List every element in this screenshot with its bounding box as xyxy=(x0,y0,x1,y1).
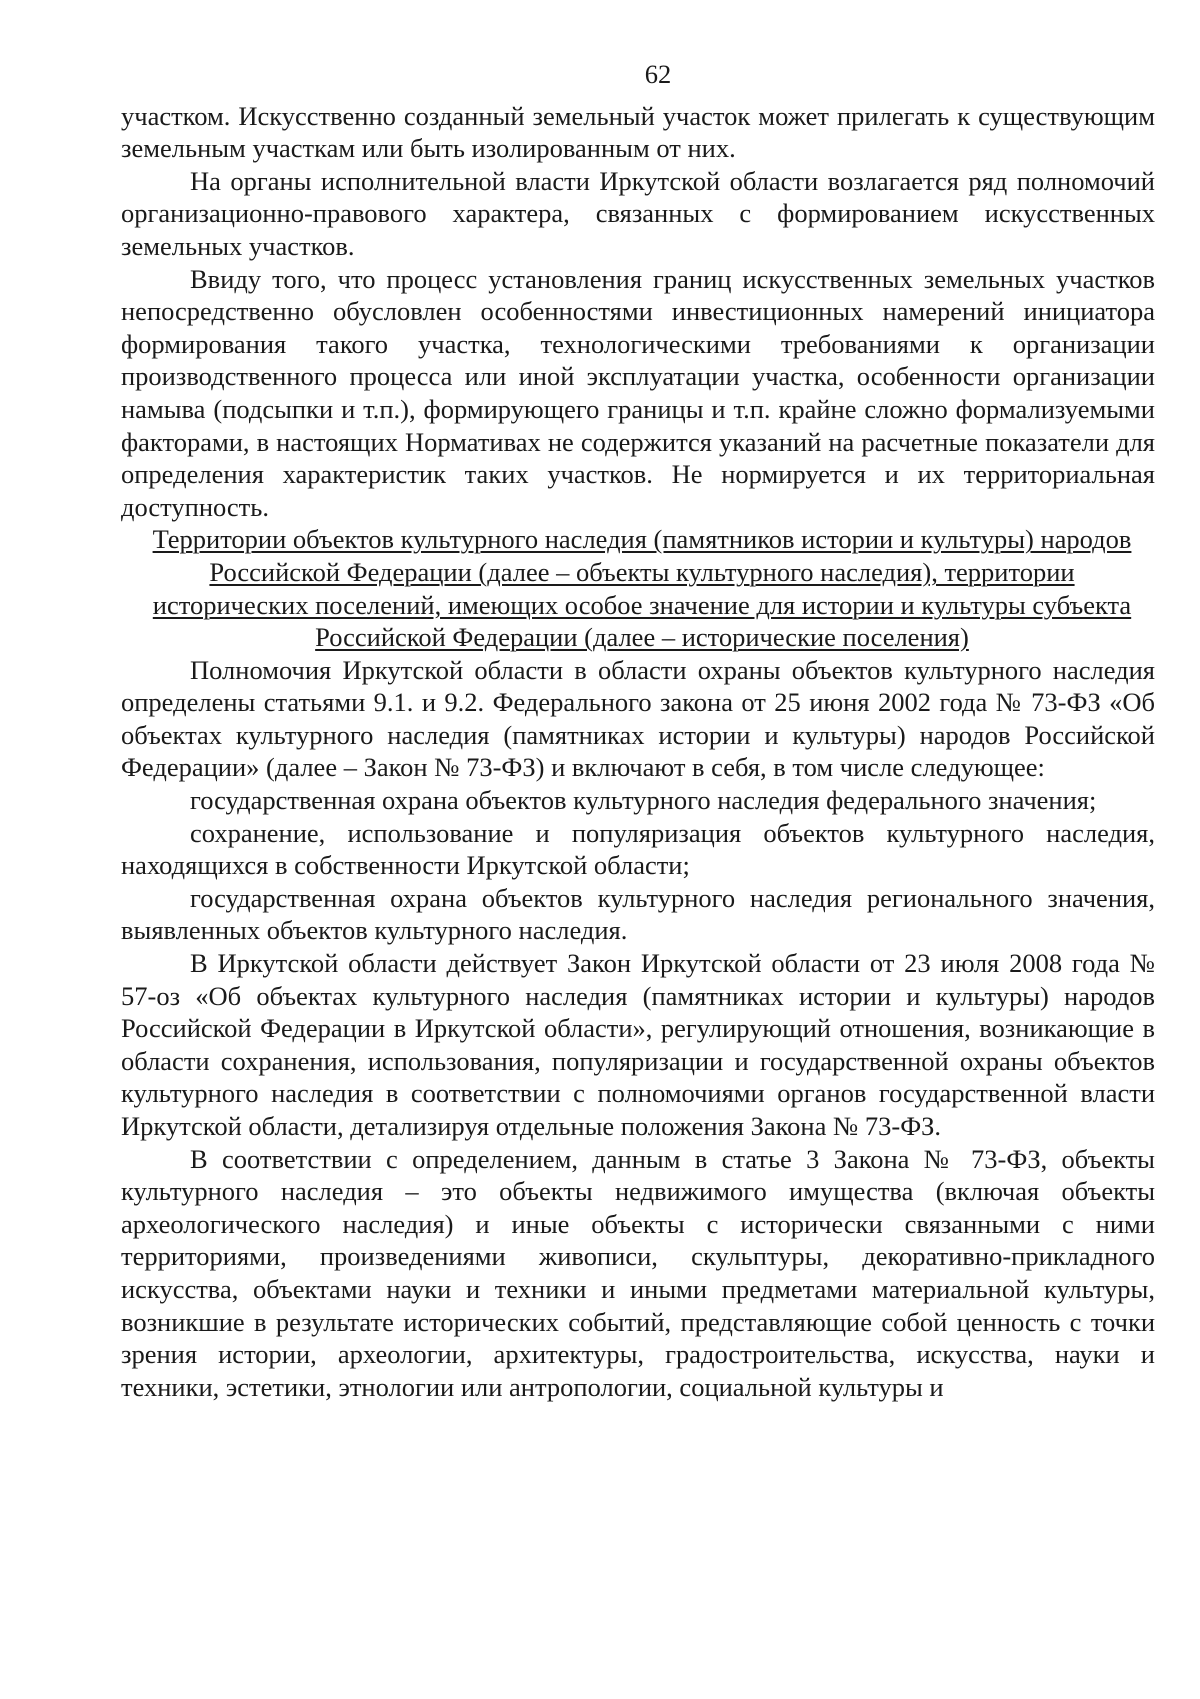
document-page xyxy=(121,58,1155,1403)
list-item-preservation: сохранение, использование и популяризация объектов культурного наследия, находящихся в собственности Иркутской области; xyxy=(121,817,1155,881)
paragraph-continuation: участком. Искусственно созданный земельный участок может прилегать к существующим земельным участкам или быть изолированным от них. xyxy=(121,100,1155,164)
paragraph-powers: Полномочия Иркутской области в области охраны объектов культурного наследия определены статьями 9.1. и 9.2. Федерального закона от 25 июня 2002 года № 73-ФЗ «Об объектах культурного наследия (памятниках истории и культуры) народов Российской Федерации» (далее – Закон № 73-ФЗ) и включают в себя, в том числе следующее: xyxy=(121,654,1155,783)
list-item-federal: государственная охрана объектов культурного наследия федерального значения; xyxy=(190,785,1097,816)
paragraph-authorities: На органы исполнительной власти Иркутской области возлагается ряд полномочий организационно-правового характера, связанных с формированием искусственных земельных участков. xyxy=(121,165,1155,261)
paragraph-boundaries: Ввиду того, что процесс установления границ искусственных земельных участков непосредственно обусловлен особенностями инвестиционных намерений инициатора формирования такого участка, технологическими требованиями к организации производственного процесса или иной эксплуатации участка, особенности организации намыва (подсыпки и т.п.), формирующего границы и т.п. крайне сложно формализуемыми факторами, в настоящих Нормативах не содержится указаний на расчетные показатели для определения характеристик таких участков. Не нормируется и их территориальная доступность. xyxy=(121,263,1155,522)
page-number: 62 xyxy=(644,59,672,89)
list-item-regional: государственная охрана объектов культурного наследия регионального значения, выявленных объектов культурного наследия. xyxy=(121,882,1155,946)
paragraph-regional-law: В Иркутской области действует Закон Иркутской области от 23 июля 2008 года № 57-оз «Об объектах культурного наследия (памятниках истории и культуры) народов Российской Федерации в Иркутской области», регулирующий отношения, возникающие в области сохранения, использования, популяризации и государственной охраны объектов культурного наследия в соответствии с полномочиями органов государственной власти Иркутской области, детализируя отдельные положения Закона № 73-ФЗ. xyxy=(121,948,1155,1141)
section-heading: Территории объектов культурного наследия (памятников истории и культуры) народов Российской Федерации (далее – объекты культурного наследия), территории исторических поселений, имеющих особое значение для истории и культуры субъекта Российской Федерации (далее – исторические поселения) xyxy=(152,524,1132,653)
paragraph-definition: В соответствии с определением, данным в статье 3 Закона № 73-ФЗ, объекты культурного наследия – это объекты недвижимого имущества (включая объекты археологического наследия) и иные объекты с исторически связанными с ними территориями, произведениями живописи, скульптуры, декоративно-прикладного искусства, объектами науки и техники и иными предметами материальной культуры, возникшие в результате исторических событий, представляющие собой ценность с точки зрения истории, археологии, архитектуры, градостроительства, искусства, науки и техники, эстетики, этнологии или антропологии, социальной культуры и xyxy=(121,1143,1155,1402)
